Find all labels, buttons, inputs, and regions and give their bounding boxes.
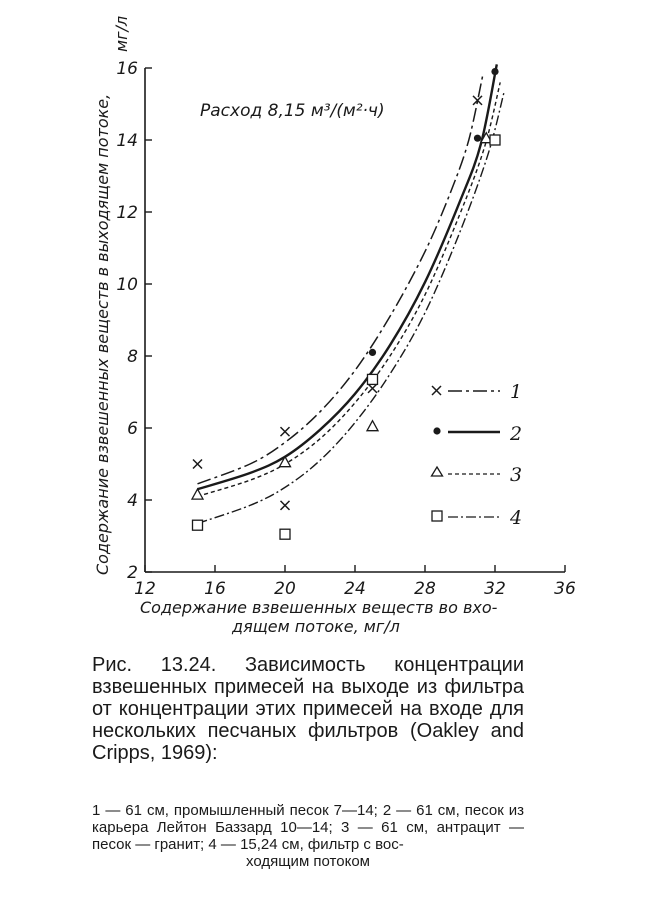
x-tick-label: 32 bbox=[484, 579, 506, 599]
legend-marker-square bbox=[432, 511, 442, 521]
y-tick-label: 2 bbox=[127, 563, 138, 583]
figure-caption: Рис. 13.24. Зависимость концентрации взвешенных примесей на выходе из фильтра от концентрации этих примесей на входе для нескольких песчаных фильтров (Oakley and Cripps, 1969): bbox=[92, 654, 524, 764]
series-4-curve bbox=[198, 93, 504, 523]
legend-marker-triangle bbox=[432, 467, 443, 476]
x-tick-label: 28 bbox=[414, 579, 436, 599]
legend-marker-dot bbox=[433, 427, 440, 434]
legend-label-2: 2 bbox=[510, 423, 523, 445]
legend-entry-3 bbox=[432, 464, 523, 486]
series-1-point bbox=[193, 460, 202, 469]
x-ticks bbox=[134, 565, 576, 599]
series-3-point bbox=[367, 421, 378, 431]
series-1-curve bbox=[198, 75, 483, 484]
y-tick-label: 8 bbox=[127, 347, 138, 367]
legend-entry-2 bbox=[433, 423, 522, 445]
y-tick-label: 14 bbox=[116, 131, 138, 151]
figure-legend-text-line2: ходящим потоком bbox=[246, 853, 370, 870]
series-4-point bbox=[490, 135, 500, 145]
y-tick-label: 10 bbox=[116, 275, 138, 295]
x-axis-title-line2: дящем потоке, мг/л bbox=[232, 617, 400, 636]
series-1-point bbox=[281, 501, 290, 510]
y-tick-label: 6 bbox=[127, 419, 138, 439]
series-1-point bbox=[368, 384, 377, 393]
series-4-point bbox=[368, 374, 378, 384]
figure-legend-text-line1: 1 — 61 см, промышленный песок 7—14; 2 — 61 см, песок из карьера Лейтон Баззард 10—14; 3 — 61 см, антрацит — песок — гранит; 4 — 15,24 см, фильтр с вос- bbox=[92, 802, 524, 853]
y-tick-label: 16 bbox=[116, 59, 138, 79]
legend-label-1: 1 bbox=[510, 381, 523, 403]
x-tick-label: 20 bbox=[274, 579, 296, 599]
y-tick-label: 4 bbox=[127, 491, 138, 511]
flow-rate-annotation: Расход 8,15 м³/(м²·ч) bbox=[200, 101, 385, 121]
x-axis-title-line1: Содержание взвешенных веществ во вхо- bbox=[140, 598, 498, 617]
series-2-point bbox=[369, 349, 376, 356]
series-2-point bbox=[491, 68, 498, 75]
series-3-point bbox=[192, 489, 203, 499]
legend-label-3: 3 bbox=[510, 464, 523, 486]
series-1-point bbox=[281, 427, 290, 436]
x-tick-label: 16 bbox=[204, 579, 226, 599]
series-curves bbox=[198, 64, 504, 523]
x-tick-label: 12 bbox=[134, 579, 156, 599]
y-ticks bbox=[116, 59, 152, 583]
series-3-curve bbox=[198, 82, 501, 496]
series-4-point bbox=[280, 529, 290, 539]
y-axis-title-line2: мг/л bbox=[112, 15, 131, 52]
legend-label-4: 4 bbox=[510, 507, 523, 529]
x-tick-label: 24 bbox=[344, 579, 366, 599]
legend-entry-1 bbox=[432, 381, 522, 403]
x-tick-label: 36 bbox=[554, 579, 576, 599]
y-tick-label: 12 bbox=[116, 203, 138, 223]
legend-entry-4 bbox=[432, 507, 522, 529]
series-2-point bbox=[474, 135, 481, 142]
series-2-curve bbox=[198, 64, 497, 489]
figure-legend-text bbox=[92, 802, 524, 870]
y-axis-title-line1: Содержание взвешенных веществ в выходящем потоке, bbox=[93, 93, 112, 575]
legend-marker-x bbox=[432, 386, 441, 395]
legend bbox=[432, 381, 523, 529]
series-4-point bbox=[193, 520, 203, 530]
